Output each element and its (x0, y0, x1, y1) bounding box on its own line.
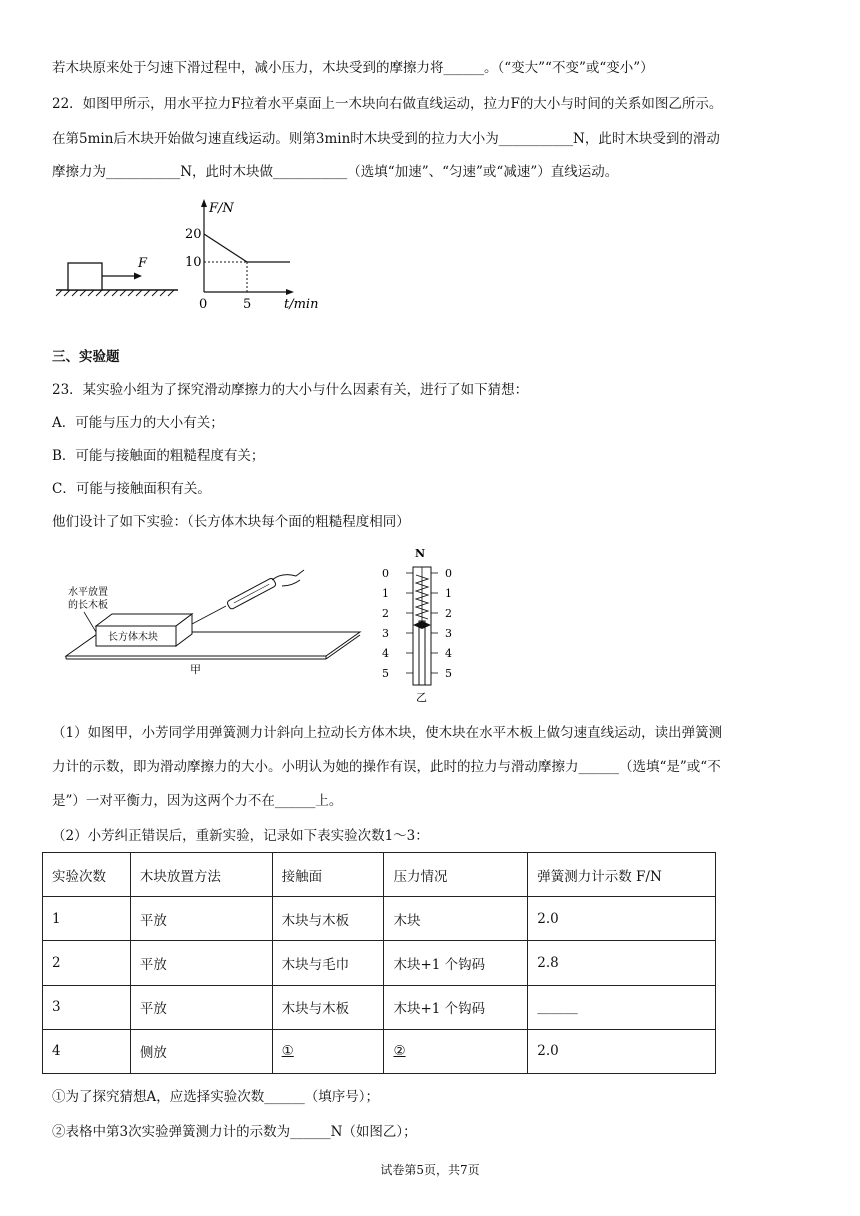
table-header: 压力情况 (384, 853, 528, 897)
meter-tick-left-5: 5 (382, 667, 389, 680)
table-header: 实验次数 (43, 853, 131, 897)
part1-line2: 力计的示数，即为滑动摩擦力的大小。小明认为她的操作有误，此时的拉力与滑动摩擦力______（选填“是”或“不 (52, 759, 721, 775)
meter-tick-left-1: 1 (382, 587, 389, 600)
experiment-table (42, 852, 716, 1074)
table-cell: 木块与木板 (272, 897, 384, 941)
table-header: 弹簧测力计示数 F/N (528, 853, 716, 897)
table-row (43, 897, 716, 941)
meter-tick-right-5: 5 (445, 667, 452, 680)
meter-tick-left-0: 0 (382, 567, 389, 580)
table-cell: 2 (43, 941, 131, 985)
table-cell: 2.0 (528, 897, 716, 941)
question-22-line1: 22．如图甲所示，用水平拉力F拉着水平桌面上一木块向右做直线运动，拉力F的大小与时间的关系如图乙所示。 (52, 96, 723, 112)
question-22-line2: 在第5min后木块开始做匀速直线运动。则第3min时木块受到的拉力大小为___________N，此时木块受到的滑动 (52, 131, 720, 147)
meter-tick-left-2: 2 (382, 607, 389, 620)
table-cell: 1 (43, 897, 131, 941)
guess-c: C．可能与接触面积有关。 (52, 481, 211, 497)
table-row (43, 985, 716, 1029)
table-cell-blank: ______ (528, 985, 716, 1029)
block-diagram (56, 256, 178, 296)
meter-tick-right-3: 3 (445, 627, 452, 640)
sub-question-1: ①为了探究猜想A，应选择实验次数______（填序号）； (52, 1089, 379, 1105)
sub-question-2: ②表格中第3次实验弹簧测力计的示数为______N（如图乙）； (52, 1124, 417, 1140)
meter-tick-right-1: 1 (445, 587, 452, 600)
guess-b: B．可能与接触面的粗糙程度有关； (52, 448, 265, 464)
q22-figure (52, 195, 342, 320)
part1-line3: 是”）一对平衡力，因为这两个力不在______上。 (52, 793, 343, 809)
guess-a: A．可能与压力的大小有关； (52, 415, 224, 431)
y-tick-10: 10 (185, 255, 202, 270)
caption-yi: 乙 (416, 691, 427, 704)
table-cell-blank-2: ② (384, 1029, 528, 1073)
meter-tick-right-4: 4 (445, 647, 452, 660)
force-label: F (138, 256, 148, 271)
question-21-tail: 若木块原来处于匀速下滑过程中，减小压力，木块受到的摩擦力将______。（“变大”“不变”或“变小”） (52, 60, 654, 76)
table-cell: 木块 (384, 897, 528, 941)
table-cell: 4 (43, 1029, 131, 1073)
table-cell: 平放 (130, 985, 272, 1029)
table-cell: 木块与毛巾 (272, 941, 384, 985)
board-label-line1: 水平放置 (68, 587, 108, 598)
design-note: 他们设计了如下实验：（长方体木块每个面的粗糙程度相同） (52, 514, 410, 530)
table-cell: 侧放 (130, 1029, 272, 1073)
board-label-line2: 的长木板 (68, 600, 108, 611)
section-title-experiment: 三、实验题 (52, 349, 120, 365)
x-axis-label: t/min (284, 297, 319, 312)
table-cell: 2.0 (528, 1029, 716, 1073)
spring-scale-figure (375, 545, 470, 705)
page-footer: 试卷第5页，共7页 (380, 1163, 480, 1177)
caption-jia: 甲 (190, 663, 201, 676)
meter-tick-left-4: 4 (382, 647, 389, 660)
y-axis-label: F/N (209, 201, 234, 216)
table-cell-blank-1: ① (272, 1029, 384, 1073)
y-tick-20: 20 (185, 227, 202, 242)
table-header-row (43, 853, 716, 897)
table-row (43, 941, 716, 985)
question-22-line3: 摩擦力为___________N，此时木块做___________（选填“加速”、“匀速”或“减速”）直线运动。 (52, 164, 619, 180)
part1-line1: （1）如图甲，小芳同学用弹簧测力计斜向上拉动长方体木块，使木块在水平木板上做匀速直线运动，读出弹簧测 (52, 725, 723, 741)
meter-tick-right-2: 2 (445, 607, 452, 620)
table-header: 接触面 (272, 853, 384, 897)
table-cell: 3 (43, 985, 131, 1029)
table-cell: 2.8 (528, 941, 716, 985)
table-row (43, 1029, 716, 1073)
part2-intro: （2）小芳纠正错误后，重新实验，记录如下表实验次数1～3： (52, 828, 429, 844)
force-time-graph (185, 199, 318, 312)
table-cell: 木块+1 个钩码 (384, 941, 528, 985)
block-label: 长方体木块 (108, 632, 158, 643)
x-tick-0: 0 (199, 297, 208, 312)
table-cell: 木块+1 个钩码 (384, 985, 528, 1029)
experiment-figure-jia (60, 560, 370, 680)
meter-tick-left-3: 3 (382, 627, 389, 640)
meter-tick-right-0: 0 (445, 567, 452, 580)
meter-unit: N (415, 547, 426, 560)
table-cell: 平放 (130, 897, 272, 941)
table-cell: 平放 (130, 941, 272, 985)
question-23-intro: 23．某实验小组为了探究滑动摩擦力的大小与什么因素有关，进行了如下猜想： (52, 382, 529, 398)
table-header: 木块放置方法 (130, 853, 272, 897)
x-tick-5: 5 (243, 297, 252, 312)
table-cell: 木块与木板 (272, 985, 384, 1029)
